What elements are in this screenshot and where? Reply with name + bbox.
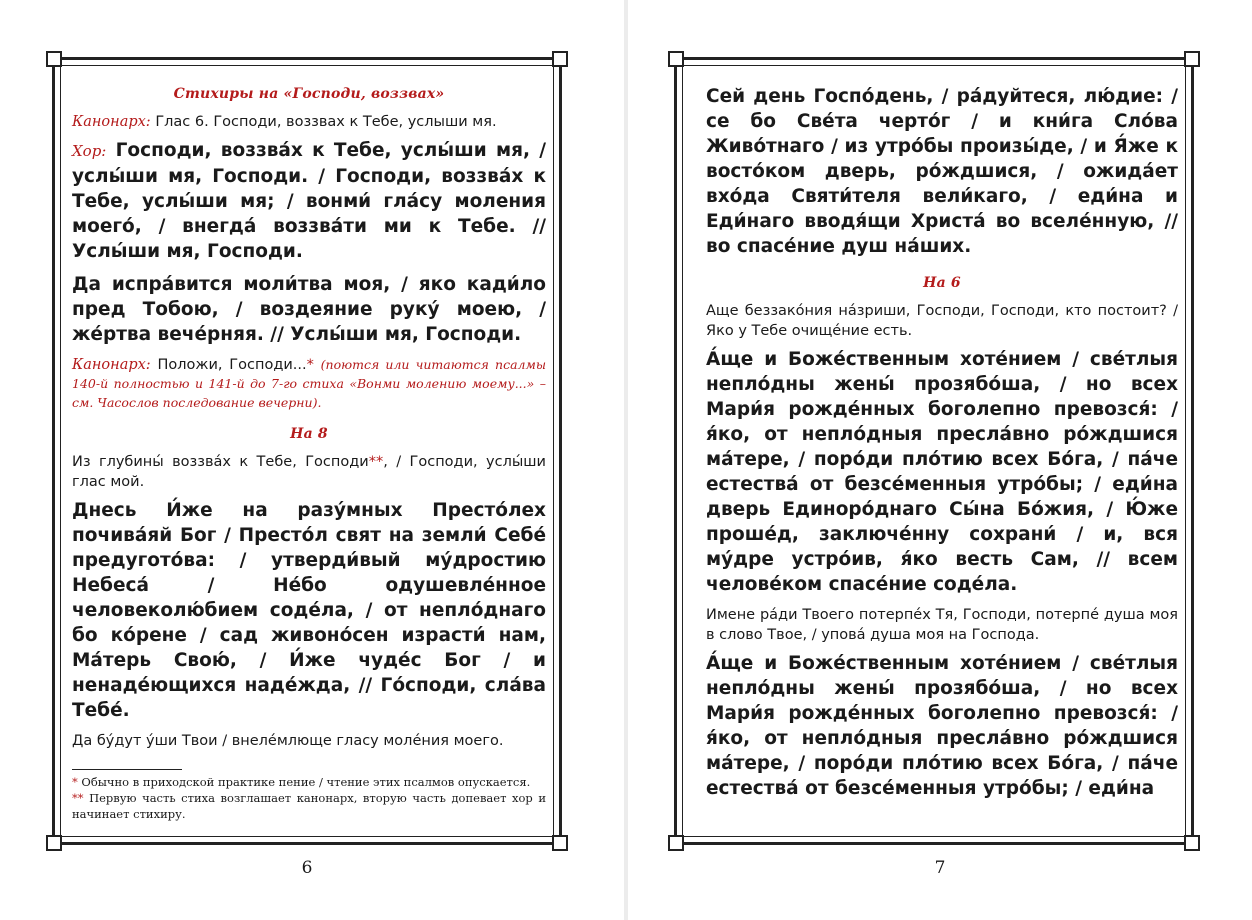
stichera-ashche-2: А́ще и Боже́ственным хоте́нием / све́тлыя непло́дны жены́ прозябо́ша, / но всех Мари́я рожде́нных боголепно превозся́: / я́ко, от непло́дныя пресла́вно ро́ждшися ма́тере, / поро́ди пло́тию всех Бо́га, / па́че естества́ от безсе́менныя утро́бы; / еди́на [706,653,1178,799]
footnote-mark-1: * [306,357,314,373]
section-heading: Стихиры на «Господи, воззвах» [173,86,445,102]
verse-imene-radi: Имене ра́ди Твоего потерпе́х Тя, Господи, потерпе́ душа моя в слово Твое, / упова́ душа моя на Господа. [706,607,1178,643]
kanonarh-label-2: Канонарх: [72,357,151,373]
left-page [0,0,624,920]
choir-label: Хор: [72,142,107,160]
kanonarh-label: Канонарх: [72,114,151,130]
stichera-sei-den: Сей день Госпо́день, / ра́дуйтеся, лю́дие: / се бо Све́та черто́г / и кни́га Сло́ва Живо́тнаго / из утро́бы произы́де, / и Я́же к восто́ком дверь, ро́ждшися, / ожида́ет вхо́да Святи́теля вели́каго, / еди́на и Еди́наго вводя́щи Христа́ во вселе́нную, // во спасе́ние душ на́ших. [706,86,1178,257]
verse-da-budut: Да бу́дут у́ши Твои / внеле́млюще гласу моле́ния моего. [72,733,504,749]
verse-text-b: , / Господи, услы́ши глас мой. [72,454,546,490]
frame-corner [46,51,62,67]
frame-corner [552,51,568,67]
footnote-1 [72,774,546,790]
stichera-dnes: Днесь И́же на разу́мных Престо́лех почива́яй Бог / Престо́л свят на земли́ Себе́ предугото́ва: / утверди́вый му́дростию Небеса́ / Не́бо одушевле́нное человеколю́бием соде́ла, / от непло́днаго бо ко́рене / сад живоно́сен израсти́ нам, Ма́терь Свою́, / И́же чуде́с Бог / и ненаде́ющихся наде́жда, // Го́споди, сла́ва Тебе́. [72,500,546,721]
footnote-1-mark: * [72,775,78,789]
frame-corner [552,835,568,851]
verse-text-a: Из глубины́ воззва́х к Тебе, Господи [72,454,369,470]
rubric-note: (поются или читаются псалмы 140-й полностью и 141-й до 7-го стиха «Вонми молению моему...» – см. Часослов последование вечерни). [72,357,547,410]
stichera-ashche-1: А́ще и Боже́ственным хоте́нием / све́тлыя непло́дны жены́ прозябо́ша, / но всех Мари́я рожде́нных боголепно превозся́: / я́ко, от непло́дныя пресла́вно ро́ждшися ма́тере, / поро́ди пло́тию всех Бо́га, / па́че естества́ от безсе́менныя утро́бы; / еди́на дверь Единоро́днаго Сы́на Бо́жия, / Ю́же проше́д, заключе́нну сохрани́ / и, вся му́дре устро́ив, я́ко весть Сам, // всем челове́ком спасе́ние соде́ла. [706,349,1178,595]
page-number-right: 7 [934,858,946,878]
right-page [628,0,1252,920]
footnote-2 [72,790,546,822]
footnote-rule [72,769,182,770]
kanonarh-verse [72,112,546,132]
footnote-2-mark: ** [72,791,84,805]
frame-corner [668,51,684,67]
psalm-verse: Да испра́вится моли́тва моя, / яко кади́ло пред Тобою, / воздеяние руку́ моею, / же́ртва вече́рняя. // Услы́ши мя, Господи. [72,274,546,345]
verse-ashche-bezzakonia: Аще беззако́ния на́зриши, Господи, Господи, кто постоит? / Яко у Тебе очище́ние есть. [706,303,1178,339]
footnote-1-text: Обычно в приходской практике пение / чтение этих псалмов опускается. [81,775,531,789]
subheading-na-8: На 8 [290,426,328,442]
choir-verse [72,138,546,264]
kanonarh-instruction-text: Положи, Господи... [157,357,307,373]
frame-corner [1184,835,1200,851]
verse-iz-glubiny [72,452,546,492]
footnote-2-text: Первую часть стиха возглашает канонарх, вторую часть допевает хор и начинает стихиру. [72,791,547,821]
subheading-na-6: На 6 [923,275,961,291]
frame-corner [46,835,62,851]
choir-text: Господи, воззва́х к Тебе, услы́ши мя, / услы́ши мя, Господи. / Господи, воззва́х к Тебе, услы́ши мя; / вонми́ гла́су моления моего́, / внегда́ воззва́ти ми к Тебе. // Услы́ши мя, Господи. [72,140,546,262]
kanonarh-instruction [72,355,546,412]
right-page-content [706,80,1178,809]
frame-corner [668,835,684,851]
left-page-content [72,78,546,822]
frame-corner [1184,51,1200,67]
kanonarh-text: Глас 6. Господи, воззвах к Тебе, услыши мя. [155,114,497,130]
page-number-left: 6 [301,858,313,878]
footnote-mark-2: ** [368,454,384,470]
